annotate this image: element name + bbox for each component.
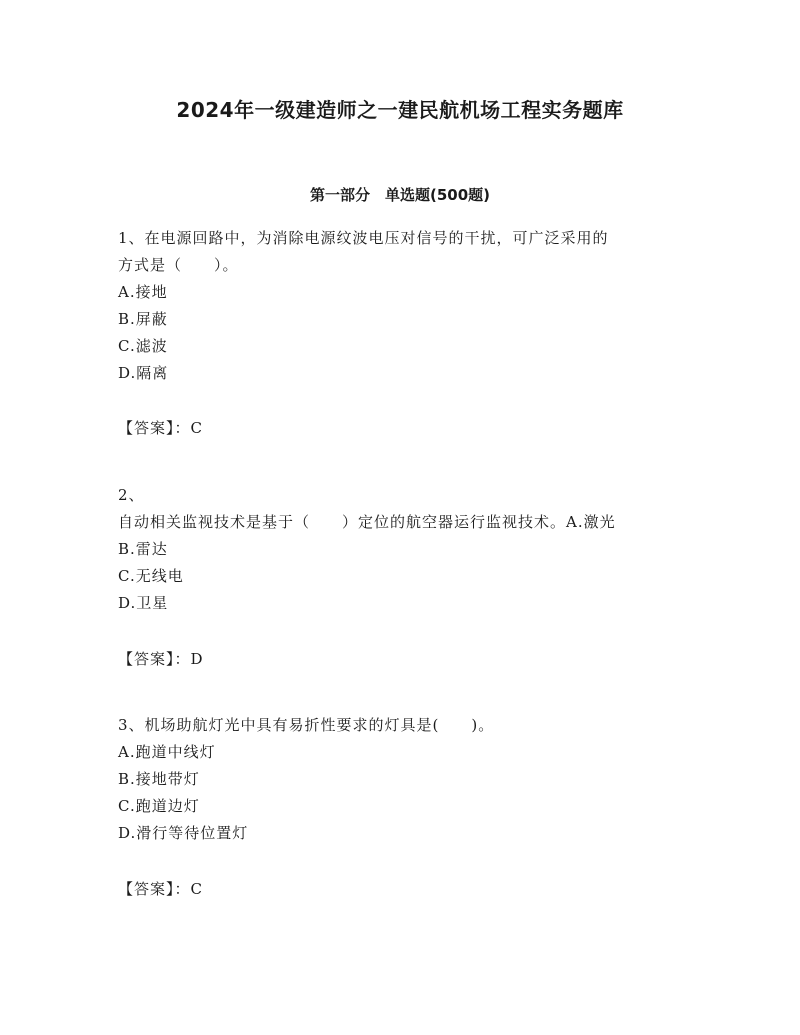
document-title: 2024年一级建造师之一建民航机场工程实务题库 [176, 98, 624, 122]
section-heading: 第一部分 单选题(500题) [309, 186, 491, 204]
question-1-option-d: D.隔离 [118, 364, 169, 382]
question-2-option-b: B.雷达 [118, 540, 168, 558]
question-1-option-c: C.滤波 [118, 337, 168, 355]
question-3-stem: 3、机场助航灯光中具有易折性要求的灯具是( )。 [118, 716, 495, 734]
question-3-option-c: C.跑道边灯 [118, 797, 200, 815]
question-3-option-a: A.跑道中线灯 [118, 743, 216, 761]
question-1-answer: 【答案】：C [118, 419, 203, 437]
question-1-stem-line-2: 方式是（ ）。 [118, 256, 239, 274]
question-2-option-c: C.无线电 [118, 567, 184, 585]
question-2-number: 2、 [118, 486, 145, 504]
question-1-option-a: A.接地 [118, 283, 168, 301]
question-2-option-d: D.卫星 [118, 594, 169, 612]
question-1-stem-line-1: 1、在电源回路中，为消除电源纹波电压对信号的干扰，可广泛采用的 [118, 229, 609, 247]
question-2-stem: 自动相关监视技术是基于（ ）定位的航空器运行监视技术。A.激光 [118, 513, 616, 531]
question-3-option-b: B.接地带灯 [118, 770, 200, 788]
question-3-option-d: D.滑行等待位置灯 [118, 824, 249, 842]
question-3-answer: 【答案】：C [118, 880, 203, 898]
question-2-answer: 【答案】：D [118, 650, 204, 668]
question-1-option-b: B.屏蔽 [118, 310, 168, 328]
